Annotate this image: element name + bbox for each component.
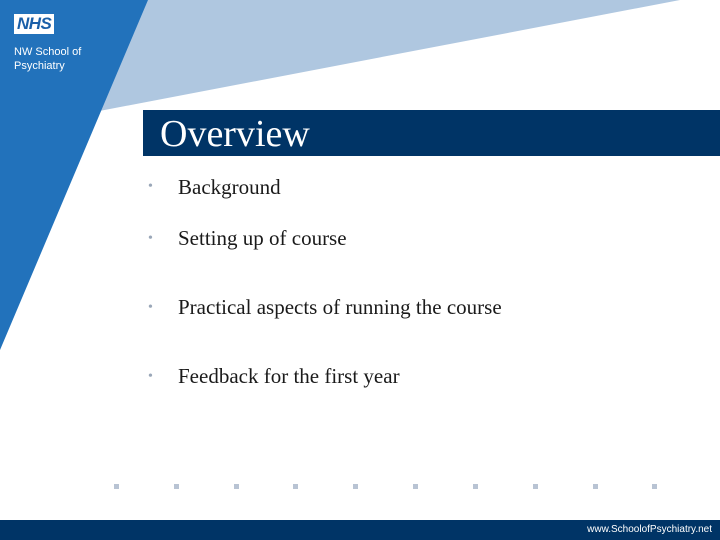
dot [533, 484, 538, 489]
slide-title: Overview [160, 113, 310, 155]
bullet-text: Feedback for the first year [178, 364, 400, 388]
bullet-item [148, 170, 502, 204]
bullet-icon: • [148, 368, 153, 384]
dot [473, 484, 478, 489]
dot [293, 484, 298, 489]
bullet-icon: • [148, 230, 153, 246]
bullet-item [148, 204, 502, 273]
bullet-icon: • [148, 299, 153, 315]
dot [174, 484, 179, 489]
dot [413, 484, 418, 489]
dot [353, 484, 358, 489]
bullet-text: Practical aspects of running the course [178, 295, 502, 319]
org-name: NW School of Psychiatry [14, 46, 82, 72]
footer-url: www.SchoolofPsychiatry.net [587, 524, 712, 535]
dot [593, 484, 598, 489]
bullet-item [148, 342, 502, 411]
nhs-logo: NHS [14, 14, 54, 34]
dot [114, 484, 119, 489]
bullet-text: Setting up of course [178, 226, 347, 250]
decorative-dots [0, 484, 720, 492]
dot [234, 484, 239, 489]
dot [652, 484, 657, 489]
bullet-text: Background [178, 174, 281, 199]
bullet-item [148, 273, 502, 342]
bullet-icon: • [148, 179, 153, 194]
bullet-list [148, 170, 502, 411]
